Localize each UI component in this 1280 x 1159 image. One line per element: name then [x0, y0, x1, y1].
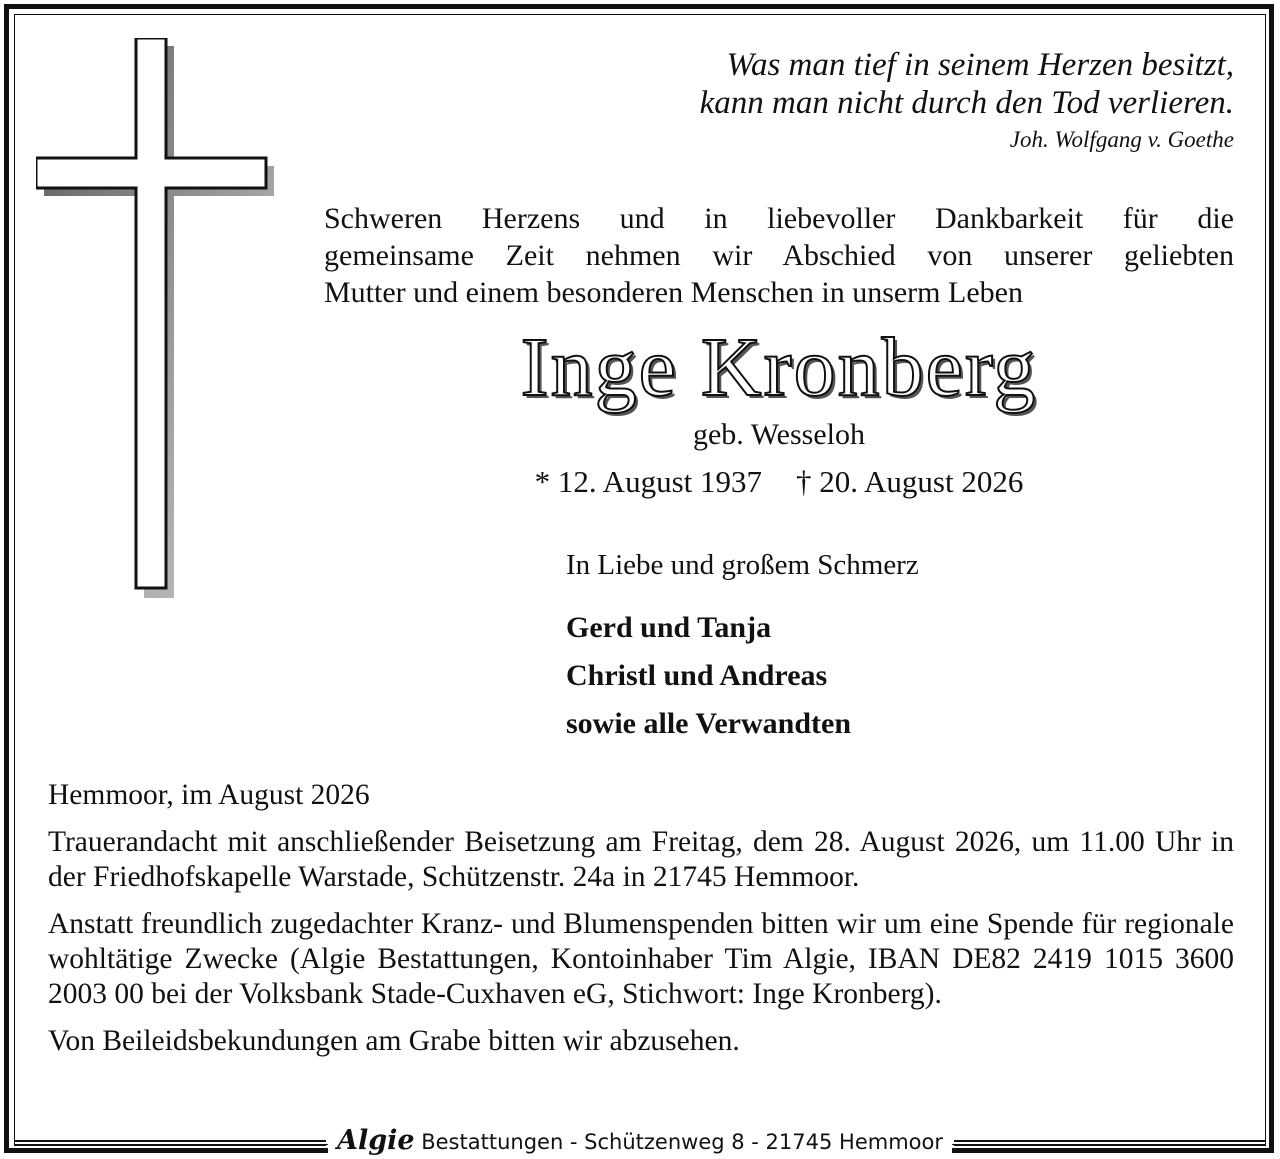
birth-date: * 12. August 1937	[534, 464, 762, 499]
mourners-list	[566, 604, 851, 748]
cross-icon	[36, 38, 276, 598]
quote-line-2: kann man nicht durch den Tod verlieren.	[699, 85, 1234, 121]
footer-rule-right	[954, 1140, 1266, 1146]
condolence-note: Von Beileidsbekundungen am Grabe bitten wir abzusehen.	[48, 1025, 740, 1057]
life-dates	[324, 462, 1234, 502]
quote-line-1: Was man tief in seinem Herzen besitzt,	[726, 47, 1234, 83]
birth-name: geb. Wesseloh	[692, 418, 865, 451]
service-info: Trauerandacht mit anschließender Beisetzung am Freitag, dem 28. August 2026, um 11.00 Uhr in der Friedhofskapelle Warstade, Schützenstr. 24a in 21745 Hemmoor.	[48, 826, 1234, 893]
death-date: † 20. August 2026	[796, 464, 1024, 499]
place-date: Hemmoor, im August 2026	[48, 779, 370, 811]
deceased-name: Inge Kronberg	[520, 321, 1038, 414]
quote-author: Joh. Wolfgang v. Goethe	[1009, 127, 1234, 152]
mourners-intro: In Liebe und großem Schmerz	[566, 549, 919, 581]
footer	[0, 1124, 1280, 1158]
mourner-1: Gerd und Tanja	[566, 611, 772, 644]
footer-address: Bestattungen - Schützenweg 8 - 21745 Hemmoor	[421, 1130, 943, 1154]
intro-line-1: Schweren Herzens und in liebevoller Dankbarkeit für die	[324, 202, 1234, 235]
details-block	[48, 778, 1234, 1071]
quote-block	[700, 46, 1234, 156]
mourner-3: sowie alle Verwandten	[566, 707, 851, 740]
footer-rule-left	[14, 1140, 326, 1146]
intro-text	[324, 200, 1234, 311]
intro-line-2: gemeinsame Zeit nehmen wir Abschied von unserer geliebten	[324, 239, 1234, 272]
intro-line-3: Mutter und einem besonderen Menschen in unserm Leben	[324, 276, 1023, 309]
donation-info: Anstatt freundlich zugedachter Kranz- und Blumenspenden bitten wir um eine Spende für regionale wohltätige Zwecke (Algie Bestattungen, Kontoinhaber Tim Algie, IBAN DE82 2419 1015 3600 2003 00 bei der Volksbank Stade-Cuxhaven eG, Stichwort: Inge Kronberg).	[48, 908, 1234, 1010]
footer-text	[328, 1124, 952, 1159]
mourner-2: Christl und Andreas	[566, 659, 828, 692]
footer-brand: Algie	[337, 1125, 415, 1156]
